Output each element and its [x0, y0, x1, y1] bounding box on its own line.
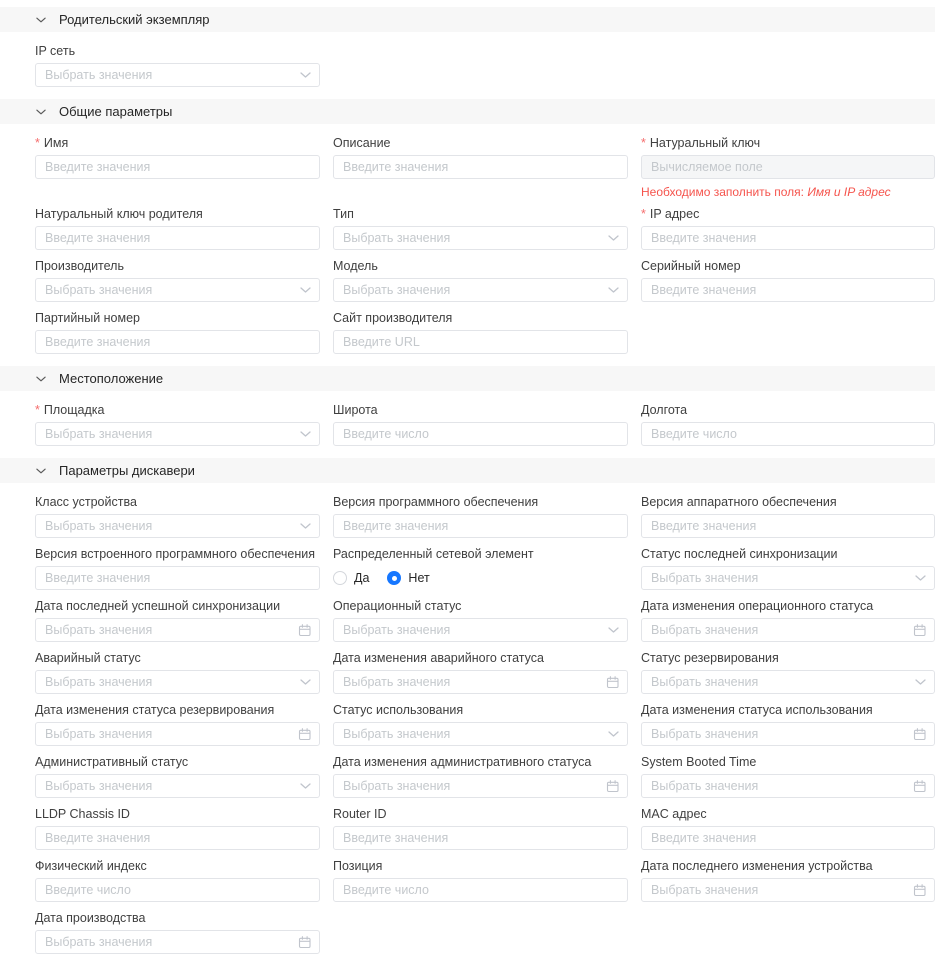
section-body-discovery [0, 495, 935, 966]
field-model [333, 259, 628, 302]
placeholder-text: Выбрать значения [343, 231, 451, 245]
calendar-icon [298, 624, 311, 637]
chevron-down-icon [608, 235, 619, 241]
field-alarm-status-change-date [333, 651, 628, 694]
field-label: Описание [333, 136, 391, 150]
field-manufacturer [35, 259, 320, 302]
type-select[interactable] [333, 226, 628, 250]
field-label: Дата изменения операционного статуса [641, 599, 874, 613]
field-serial-number [641, 259, 935, 302]
field-ip-network [35, 44, 320, 87]
manufacturer-site-input[interactable] [333, 330, 628, 354]
latitude-input[interactable] [333, 422, 628, 446]
section-header-location[interactable] [0, 366, 935, 391]
field-label: Router ID [333, 807, 387, 821]
field-usage-status-change-date [641, 703, 935, 746]
field-reservation-status [641, 651, 935, 694]
field-lldp-chassis-id [35, 807, 320, 850]
field-parent-natural-key [35, 207, 320, 250]
field-label: Операционный статус [333, 599, 462, 613]
system-booted-time-picker[interactable] [641, 774, 935, 798]
software-version-input[interactable] [333, 514, 628, 538]
section-title: Параметры дискавери [59, 463, 195, 478]
serial-number-input[interactable] [641, 278, 935, 302]
field-site [35, 403, 320, 446]
field-label: Дата изменения административного статуса [333, 755, 592, 769]
collapse-chevron-icon[interactable] [36, 376, 46, 382]
field-label: Дата изменения статуса резервирования [35, 703, 275, 717]
manufacturer-select[interactable] [35, 278, 320, 302]
radio-checked-icon [387, 571, 401, 585]
usage-status-select[interactable] [333, 722, 628, 746]
field-mac-address [641, 807, 935, 850]
field-label: System Booted Time [641, 755, 757, 769]
field-label: Натуральный ключ родителя [35, 207, 203, 221]
radio-unchecked-icon [333, 571, 347, 585]
chevron-down-icon [300, 431, 311, 437]
chevron-down-icon [300, 783, 311, 789]
collapse-chevron-icon[interactable] [36, 468, 46, 474]
section-header-parent[interactable] [0, 7, 935, 32]
field-position [333, 859, 628, 902]
field-label: Серийный номер [641, 259, 741, 273]
chevron-down-icon [300, 679, 311, 685]
placeholder-text: Выбрать значения [343, 779, 451, 793]
required-asterisk: * [641, 136, 646, 150]
field-administrative-status [35, 755, 320, 798]
placeholder-text: Выбрать значения [343, 675, 451, 689]
field-label: Позиция [333, 859, 383, 873]
section-body-general [0, 136, 935, 366]
section-title: Родительский экземпляр [59, 12, 210, 27]
field-label: MAC адрес [641, 807, 707, 821]
chevron-down-icon [608, 731, 619, 737]
alarm-status-select[interactable] [35, 670, 320, 694]
calendar-icon [606, 676, 619, 689]
calendar-icon [913, 728, 926, 741]
field-label: Дата изменения аварийного статуса [333, 651, 544, 665]
field-description [333, 136, 628, 198]
field-last-successful-sync-date [35, 599, 320, 642]
required-asterisk: * [35, 136, 40, 150]
placeholder-text: Выбрать значения [651, 779, 759, 793]
placeholder-text: Выбрать значения [651, 675, 759, 689]
section-title: Общие параметры [59, 104, 173, 119]
field-label: Аварийный статус [35, 651, 141, 665]
field-distributed-element [333, 547, 628, 590]
placeholder-text: Выбрать значения [45, 935, 153, 949]
field-label: Статус последней синхронизации [641, 547, 838, 561]
device-last-change-date-picker[interactable] [641, 878, 935, 902]
field-label: Версия аппаратного обеспечения [641, 495, 837, 509]
collapse-chevron-icon[interactable] [36, 17, 46, 23]
position-input[interactable] [333, 878, 628, 902]
calendar-icon [913, 884, 926, 897]
field-latitude [333, 403, 628, 446]
hardware-version-input[interactable] [641, 514, 935, 538]
last-successful-sync-date-picker[interactable] [35, 618, 320, 642]
section-header-general[interactable] [0, 99, 935, 124]
calendar-icon [606, 780, 619, 793]
placeholder-text: Выбрать значения [45, 779, 153, 793]
field-label: Дата производства [35, 911, 146, 925]
section-body-parent [0, 44, 935, 99]
field-usage-status [333, 703, 628, 746]
field-label: Физический индекс [35, 859, 147, 873]
field-label: Распределенный сетевой элемент [333, 547, 534, 561]
section-header-discovery[interactable] [0, 458, 935, 483]
placeholder-text: Выбрать значения [45, 727, 153, 741]
radio-option-no[interactable]: Нет [387, 571, 429, 585]
placeholder-text: Выбрать значения [45, 427, 153, 441]
field-natural-key [641, 136, 935, 198]
field-firmware-version [35, 547, 320, 590]
ip-address-input[interactable] [641, 226, 935, 250]
field-label: IP сеть [35, 44, 76, 58]
field-operational-status [333, 599, 628, 642]
production-date-picker[interactable] [35, 930, 320, 954]
placeholder-text: Выбрать значения [343, 623, 451, 637]
mac-address-input[interactable] [641, 826, 935, 850]
chevron-down-icon [608, 287, 619, 293]
field-alarm-status [35, 651, 320, 694]
natural-key-input [641, 155, 935, 179]
description-input[interactable] [333, 155, 628, 179]
placeholder-text: Выбрать значения [45, 283, 153, 297]
device-class-select[interactable] [35, 514, 320, 538]
field-label: Сайт производителя [333, 311, 453, 325]
site-select[interactable] [35, 422, 320, 446]
chevron-down-icon [300, 72, 311, 78]
placeholder-text: Выбрать значения [343, 727, 451, 741]
calendar-icon [298, 936, 311, 949]
longitude-input[interactable] [641, 422, 935, 446]
administrative-status-change-date-picker[interactable] [333, 774, 628, 798]
field-label: Долгота [641, 403, 688, 417]
field-ip-address [641, 207, 935, 250]
parent-natural-key-input[interactable] [35, 226, 320, 250]
chevron-down-icon [915, 679, 926, 685]
placeholder-text: Выбрать значения [45, 519, 153, 533]
field-label: Версия встроенного программного обеспечения [35, 547, 315, 561]
placeholder-text: Выбрать значения [45, 675, 153, 689]
model-select[interactable] [333, 278, 628, 302]
field-label: Широта [333, 403, 378, 417]
calendar-icon [913, 624, 926, 637]
field-physical-index [35, 859, 320, 902]
field-label: Производитель [35, 259, 124, 273]
field-system-booted-time [641, 755, 935, 798]
reservation-status-change-date-picker[interactable] [35, 722, 320, 746]
field-label: Тип [333, 207, 354, 221]
section-body-location [0, 403, 935, 458]
part-number-input[interactable] [35, 330, 320, 354]
field-name [35, 136, 320, 198]
lldp-chassis-id-input[interactable] [35, 826, 320, 850]
administrative-status-select[interactable] [35, 774, 320, 798]
field-label: Административный статус [35, 755, 189, 769]
field-label: Класс устройства [35, 495, 137, 509]
field-label: * Имя [35, 136, 69, 150]
field-router-id [333, 807, 628, 850]
field-hardware-version [641, 495, 935, 538]
field-label: Статус резервирования [641, 651, 779, 665]
field-label: Модель [333, 259, 378, 273]
field-reservation-status-change-date [35, 703, 320, 746]
name-input[interactable] [35, 155, 320, 179]
calendar-icon [913, 780, 926, 793]
firmware-version-input[interactable] [35, 566, 320, 590]
alarm-status-change-date-picker[interactable] [333, 670, 628, 694]
placeholder-text: Выбрать значения [651, 883, 759, 897]
field-label: * Площадка [35, 403, 105, 417]
required-asterisk: * [641, 207, 646, 221]
usage-status-change-date-picker[interactable] [641, 722, 935, 746]
field-label: Дата последнего изменения устройства [641, 859, 873, 873]
physical-index-input[interactable] [35, 878, 320, 902]
placeholder-text: Выбрать значения [45, 68, 153, 82]
collapse-chevron-icon[interactable] [36, 109, 46, 115]
field-label: Статус использования [333, 703, 464, 717]
field-label: * Натуральный ключ [641, 136, 761, 150]
field-device-last-change-date [641, 859, 935, 902]
field-last-sync-status [641, 547, 935, 590]
router-id-input[interactable] [333, 826, 628, 850]
field-production-date [35, 911, 320, 954]
chevron-down-icon [300, 523, 311, 529]
distributed-element-radio-group [333, 566, 628, 590]
operational-status-change-date-picker[interactable] [641, 618, 935, 642]
field-longitude [641, 403, 935, 446]
field-part-number [35, 311, 320, 354]
calendar-icon [298, 728, 311, 741]
placeholder-text: Выбрать значения [651, 571, 759, 585]
reservation-status-select[interactable] [641, 670, 935, 694]
operational-status-select[interactable] [333, 618, 628, 642]
field-label: Версия программного обеспечения [333, 495, 539, 509]
field-label: Партийный номер [35, 311, 140, 325]
field-device-class [35, 495, 320, 538]
field-label: Дата изменения статуса использования [641, 703, 873, 717]
placeholder-text: Выбрать значения [45, 623, 153, 637]
last-sync-status-select[interactable] [641, 566, 935, 590]
field-administrative-status-change-date [333, 755, 628, 798]
field-operational-status-change-date [641, 599, 935, 642]
field-label: * IP адрес [641, 207, 700, 221]
radio-option-yes[interactable]: Да [333, 571, 369, 585]
required-asterisk: * [35, 403, 40, 417]
placeholder-text: Выбрать значения [651, 727, 759, 741]
field-type [333, 207, 628, 250]
chevron-down-icon [915, 575, 926, 581]
chevron-down-icon [608, 627, 619, 633]
chevron-down-icon [300, 287, 311, 293]
section-title: Местоположение [59, 371, 164, 386]
field-manufacturer-site [333, 311, 628, 354]
field-label: LLDP Chassis ID [35, 807, 130, 821]
natural-key-validation-error: Необходимо заполнить поля: Имя и IP адрес [641, 185, 891, 199]
ip-network-select[interactable] [35, 63, 320, 87]
placeholder-text: Выбрать значения [343, 283, 451, 297]
field-software-version [333, 495, 628, 538]
placeholder-text: Выбрать значения [651, 623, 759, 637]
field-label: Дата последней успешной синхронизации [35, 599, 281, 613]
